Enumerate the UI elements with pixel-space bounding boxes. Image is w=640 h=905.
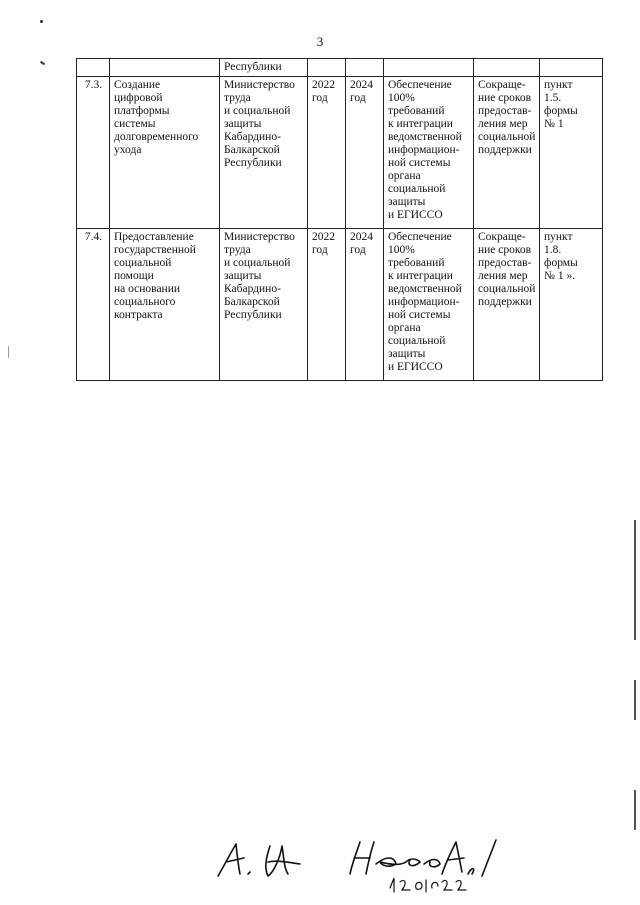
cell-result <box>384 59 474 77</box>
scan-edge <box>634 680 636 720</box>
cell-result: Обеспечение 100% требований к интеграции ведомственной информацион- ной системы органа социальной защиты и ЕГИССО <box>384 229 474 381</box>
continuation-row <box>77 59 603 77</box>
scan-dot <box>40 61 45 66</box>
cell-start: 2022 год <box>308 229 346 381</box>
cell-result: Обеспечение 100% требований к интеграции ведомственной информацион- ной системы органа социальной защиты и ЕГИССО <box>384 77 474 229</box>
cell-start <box>308 59 346 77</box>
cell-start: 2022 год <box>308 77 346 229</box>
cell-end: 2024 год <box>346 77 384 229</box>
measures-table <box>76 58 603 381</box>
cell-num <box>77 59 110 77</box>
cell-effect: Сокраще- ние сроков предостав- ления мер социальной поддержки <box>474 77 540 229</box>
cell-effect <box>474 59 540 77</box>
page-number: 3 <box>316 34 324 49</box>
cell-ref: пункт 1.5. формы № 1 <box>540 77 603 229</box>
cell-name: Создание цифровой платформы системы долговременного ухода <box>110 77 220 229</box>
cell-num: 7.3. <box>77 77 110 229</box>
table-row <box>77 77 603 229</box>
cell-end: 2024 год <box>346 229 384 381</box>
cell-name: Предоставление государственной социальной помощи на основании социального контракта <box>110 229 220 381</box>
cell-ref <box>540 59 603 77</box>
scan-line <box>8 346 9 358</box>
table-row <box>77 229 603 381</box>
cell-ref: пункт 1.8. формы № 1 ». <box>540 229 603 381</box>
cell-executor: Министерство труда и социальной защиты Кабардино- Балкарской Республики <box>220 229 308 381</box>
cell-name <box>110 59 220 77</box>
cell-executor: Министерство труда и социальной защиты Кабардино- Балкарской Республики <box>220 77 308 229</box>
scan-dot <box>40 20 43 23</box>
cell-num: 7.4. <box>77 229 110 381</box>
cell-effect: Сокраще- ние сроков предостав- ления мер социальной поддержки <box>474 229 540 381</box>
cell-end <box>346 59 384 77</box>
scan-edge <box>634 520 636 640</box>
cell-executor: Республики <box>220 59 308 77</box>
signatures-image <box>210 828 500 898</box>
scan-edge <box>634 790 636 830</box>
